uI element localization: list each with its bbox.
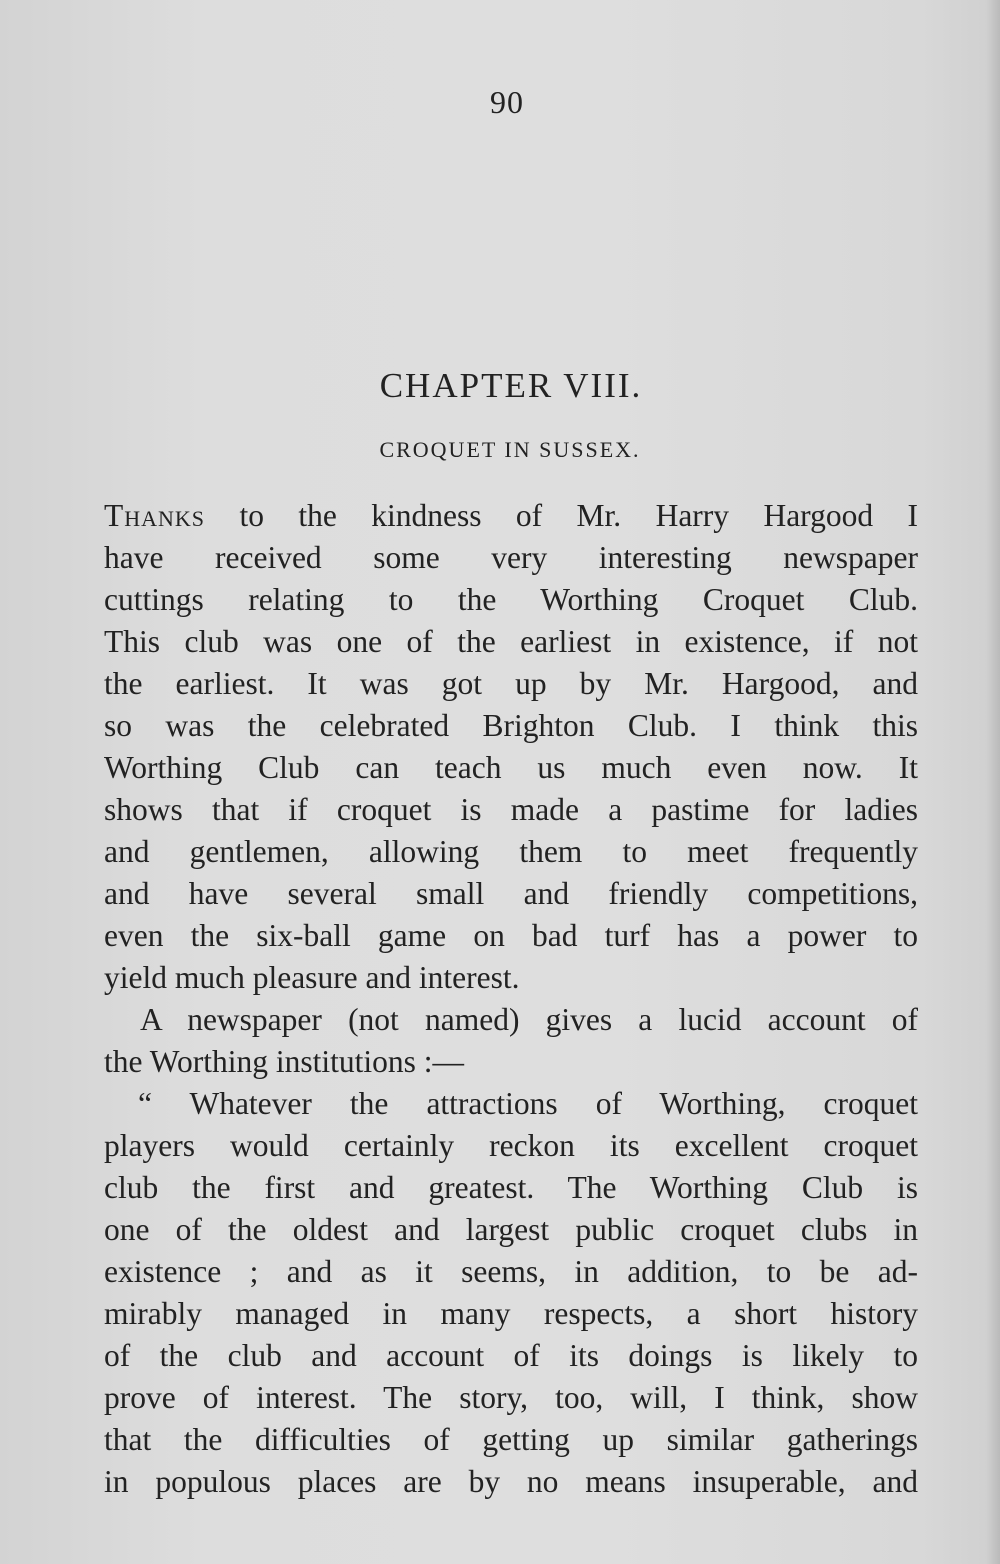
text-line: yield much pleasure and interest. [104,960,520,995]
text-line: one of the oldest and largest public croquet clubs in [104,1212,918,1247]
text-line [104,495,918,537]
text-line: so was the celebrated Brighton Club. I think this [104,708,918,743]
text-line: and have several small and friendly competitions, [104,876,918,911]
page-edge-shadow [986,0,1000,1564]
text-line: the earliest. It was got up by Mr. Hargood, and [104,666,918,701]
page-number: 90 [490,84,524,120]
text-line: cuttings relating to the Worthing Croquet Club. [104,582,918,617]
chapter-title: CHAPTER VIII. [379,366,643,405]
text-line: “ Whatever the attractions of Worthing, croquet [138,1086,918,1121]
text-line: that the difficulties of getting up similar gatherings [104,1422,918,1457]
body-text [104,495,918,1503]
text-line-rest: to the kindness of Mr. Harry Hargood I [205,498,918,533]
text-line: existence ; and as it seems, in addition, to be ad- [104,1254,918,1289]
text-line: A newspaper (not named) gives a lucid account of [140,1002,918,1037]
text-line: even the six-ball game on bad turf has a power to [104,918,918,953]
text-line: in populous places are by no means insuperable, and [104,1464,918,1499]
text-line: players would certainly reckon its excellent croquet [104,1128,918,1163]
text-line: the Worthing institutions :— [104,1044,465,1079]
text-line: have received some very interesting newspaper [104,540,918,575]
text-line: prove of interest. The story, too, will, I think, show [104,1380,918,1415]
text-line: of the club and account of its doings is likely to [104,1338,918,1373]
drop-lead-word: Thanks [104,498,206,533]
text-line: This club was one of the earliest in existence, if not [104,624,918,659]
text-line: club the first and greatest. The Worthing Club is [104,1170,918,1205]
text-line: Worthing Club can teach us much even now. It [104,750,918,785]
chapter-subtitle: CROQUET IN SUSSEX. [379,437,641,462]
text-line: shows that if croquet is made a pastime for ladies [104,792,918,827]
text-line: and gentlemen, allowing them to meet frequently [104,834,918,869]
text-line: mirably managed in many respects, a short history [104,1296,918,1331]
